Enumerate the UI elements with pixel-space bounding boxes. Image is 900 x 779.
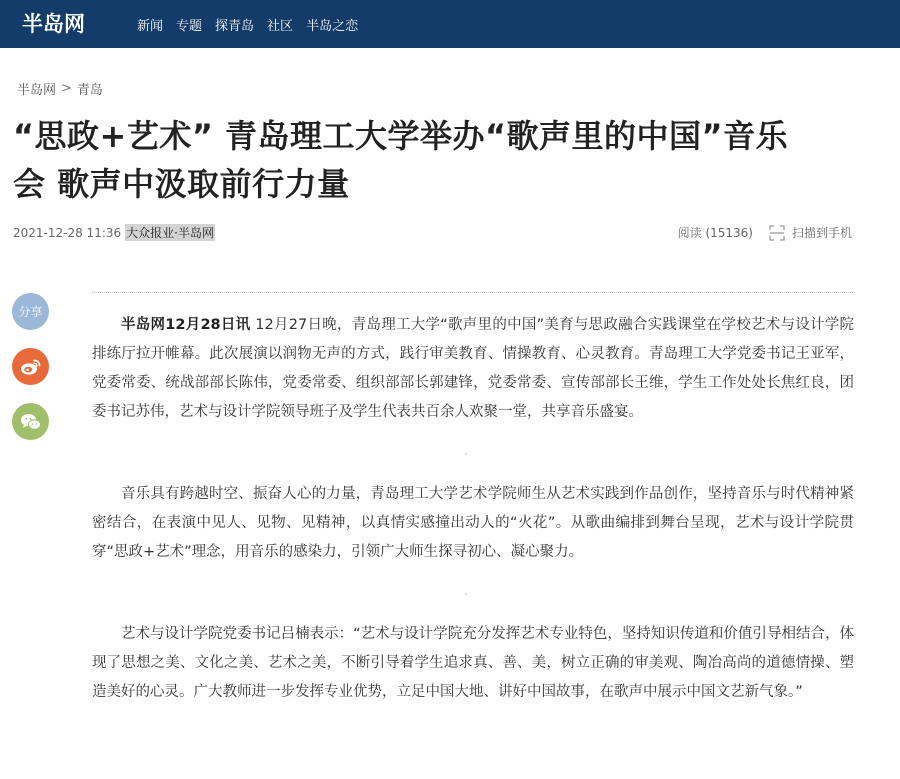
paragraph-1-text: 12月27日晚，青岛理工大学“歌声里的中国”美育与思政融合实践课堂在学校艺术与设计学院排练厅拉开帷幕。此次展演以润物无声的方式，践行审美教育、情操教育、心灵教育。青岛理工大学党委书记王亚军，党委常委、统战部部长陈伟，党委常委、组织部部长郭建锋，党委常委、宣传部部长王维，学生工作处处长焦红良，团委书记苏伟，艺术与设计学院领导班子及学生代表共百余人欢聚一堂，共享音乐盛宴。 xyxy=(92,317,855,420)
article-title: “思政+艺术” 青岛理工大学举办“歌声里的中国”音乐会 歌声中汲取前行力量 xyxy=(13,117,789,203)
article-meta-right xyxy=(678,224,852,241)
nav-item-peninsula-love[interactable]: 半岛之恋 xyxy=(306,18,359,34)
breadcrumb-qingdao-link[interactable]: 青岛 xyxy=(76,83,103,98)
paragraph-gap xyxy=(92,567,854,620)
weibo-icon xyxy=(20,357,42,377)
share-weibo-button[interactable] xyxy=(12,348,49,385)
publish-date: 2021-12-28 11:36 xyxy=(13,225,122,240)
article-body xyxy=(92,311,854,707)
nav-item-community[interactable]: 社区 xyxy=(267,18,294,34)
article-meta xyxy=(13,224,215,241)
share-panel xyxy=(12,293,50,458)
share-wechat-button[interactable] xyxy=(12,403,49,440)
read-count: 阅读 (15136) xyxy=(677,226,753,240)
article-source: 大众报业·半岛网 xyxy=(126,226,214,240)
share-label-badge: 分享 xyxy=(12,293,49,330)
wechat-icon xyxy=(20,412,42,432)
breadcrumb-home-link[interactable]: 半岛网 xyxy=(17,83,57,98)
breadcrumb-separator: > xyxy=(61,81,72,96)
top-navigation-bar xyxy=(0,0,900,48)
image-placeholder-dot xyxy=(465,593,467,595)
site-logo[interactable]: 半岛网 xyxy=(22,11,85,36)
main-nav xyxy=(124,0,358,48)
article-paragraph-3: 艺术与设计学院党委书记吕楠表示：“艺术与设计学院充分发挥艺术专业特色，坚持知识传道和价值引导相结合，体现了思想之美、文化之美、艺术之美，不断引导着学生追求真、善、美，树立正确的审美观、陶冶高尚的道德情操、塑造美好的心灵。广大教师进一步发挥专业优势，立足中国大地、讲好中国故事，在歌声中展示中国文艺新气象。” xyxy=(92,626,854,700)
content-divider xyxy=(92,292,853,293)
scan-to-phone-label: 扫描到手机 xyxy=(791,226,852,240)
scan-to-phone-button[interactable] xyxy=(769,224,852,241)
nav-item-explore-qingdao[interactable]: 探青岛 xyxy=(215,18,255,34)
article-paragraph-2: 音乐具有跨越时空、振奋人心的力量，青岛理工大学艺术学院师生从艺术实践到作品创作，坚持音乐与时代精神紧密结合，在表演中见人、见物、见精神，以真情实感撞出动人的“火花”。从歌曲编排到舞台呈现，艺术与设计学院贯穿“思政+艺术”理念，用音乐的感染力，引领广大师生探寻初心、凝心聚力。 xyxy=(92,486,854,560)
breadcrumb xyxy=(17,79,103,98)
nav-item-topics[interactable]: 专题 xyxy=(176,18,203,34)
image-placeholder-dot xyxy=(465,453,467,455)
paragraph-gap xyxy=(92,427,854,480)
article-lead: 半岛网12月28日讯 xyxy=(121,317,251,333)
nav-item-news[interactable]: 新闻 xyxy=(137,18,164,34)
article-paragraph-1 xyxy=(92,311,854,427)
scan-icon xyxy=(769,225,785,241)
